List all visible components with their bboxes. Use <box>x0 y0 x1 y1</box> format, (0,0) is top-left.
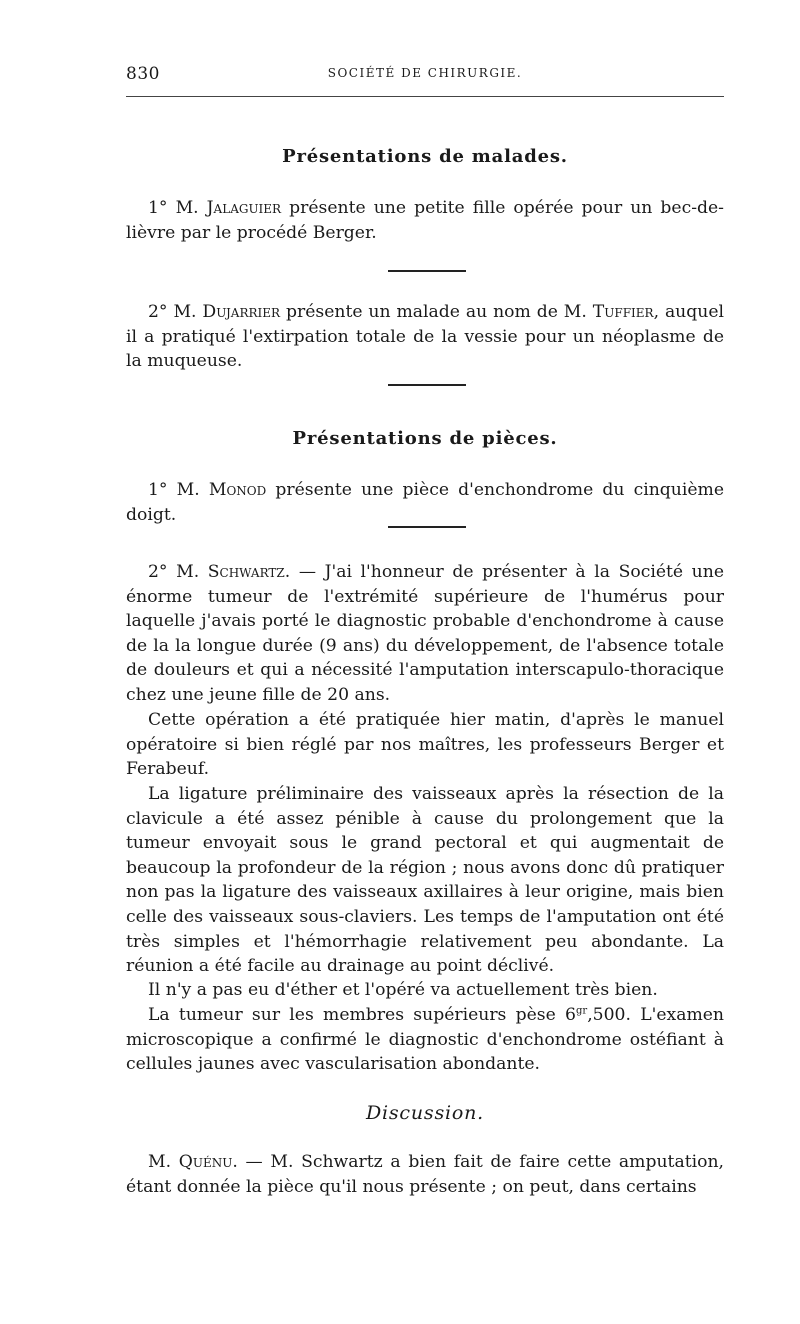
paragraph-jalaguier <box>126 196 724 245</box>
paragraph-text: présente une pièce d'enchondrome du cinquième doigt. <box>126 480 724 525</box>
surname: Schwartz <box>207 562 285 582</box>
paragraph-schwartz <box>126 560 724 708</box>
surname: Dujarrier <box>202 302 281 322</box>
paragraph-text: présente un malade au nom de M. <box>280 302 593 322</box>
separator-rule <box>388 384 466 386</box>
section-title-discussion: Discussion. <box>365 1102 485 1124</box>
paragraph-text: , auquel il a pratiqué l'extirpation totale de la vessie pour un néoplasme de la muqueuse. <box>126 302 724 372</box>
page-header <box>126 62 724 86</box>
item-number: 2° M. <box>148 562 208 582</box>
unit-superscript: gr <box>576 1005 588 1017</box>
item-number: 2° M. <box>148 302 203 322</box>
item-number: 1° M. <box>148 480 209 500</box>
separator-rule <box>388 270 466 272</box>
paragraph-text: . — J'ai l'honneur de présenter à la Société une énorme tumeur de l'extrémité supérieure de l'humérus pour laquelle j'avais porté le diagnostic probable d'enchondrome à cause de la la longue durée (9 ans) du développement, de l'absence totale de douleurs et qui a nécessité l'amputation interscapulo-thoracique chez une jeune fille de 20 ans. <box>126 562 724 705</box>
paragraph-quenu <box>126 1150 724 1199</box>
paragraph-text: La tumeur sur les membres supérieurs pèse 6 <box>148 1005 576 1025</box>
paragraph-ether: Il n'y a pas eu d'éther et l'opéré va actuellement très bien. <box>148 980 658 1000</box>
surname: Quénu <box>178 1152 233 1172</box>
separator-rule <box>388 526 466 528</box>
section-title-malades: Présentations de malades. <box>282 146 568 167</box>
header-rule <box>126 96 724 97</box>
paragraph-operation: Cette opération a été pratiquée hier matin, d'après le manuel opératoire si bien réglé par nos maîtres, les professeurs Berger et Ferabeuf. <box>126 710 724 780</box>
running-title: SOCIÉTÉ DE CHIRURGIE. <box>327 66 523 80</box>
section-title-pieces: Présentations de pièces. <box>292 428 558 449</box>
paragraph-monod <box>126 478 724 527</box>
paragraph-text: ,500. L'examen microscopique a confirmé le diagnostic d'enchondrome ostéfiant à cellules jaunes avec vascularisation abondante. <box>126 1005 724 1075</box>
surname: Tuffier <box>592 302 654 322</box>
surname: Monod <box>208 480 267 500</box>
surname: Jalaguier <box>206 198 282 218</box>
item-prefix: M. <box>148 1152 179 1172</box>
paragraph-tumeur <box>126 1003 724 1077</box>
paragraph-text: présente une petite fille opérée pour un bec-de-lièvre par le procédé Berger. <box>126 198 724 243</box>
paragraph-dujarrier <box>126 300 724 374</box>
page-number: 830 <box>126 64 160 84</box>
paragraph-ligature: La ligature préliminaire des vaisseaux après la résection de la clavicule a été assez pénible à cause du prolongement que la tumeur envoyait sous le grand pectoral et qui augmentait de beaucoup la profondeur de la région ; nous avons donc dû pratiquer non pas la ligature des vaisseaux axillaires à leur origine, mais bien celle des vaisseaux sous-claviers. Les temps de l'amputation ont été très simples et l'hémorrhagie relativement peu abondante. La réunion a été facile au drainage au point déclivé. <box>126 784 724 977</box>
paragraph-text: . — M. Schwartz a bien fait de faire cette amputation, étant donnée la pièce qu'il nous présente ; on peut, dans certains <box>126 1152 724 1197</box>
item-number: 1° M. <box>148 198 207 218</box>
